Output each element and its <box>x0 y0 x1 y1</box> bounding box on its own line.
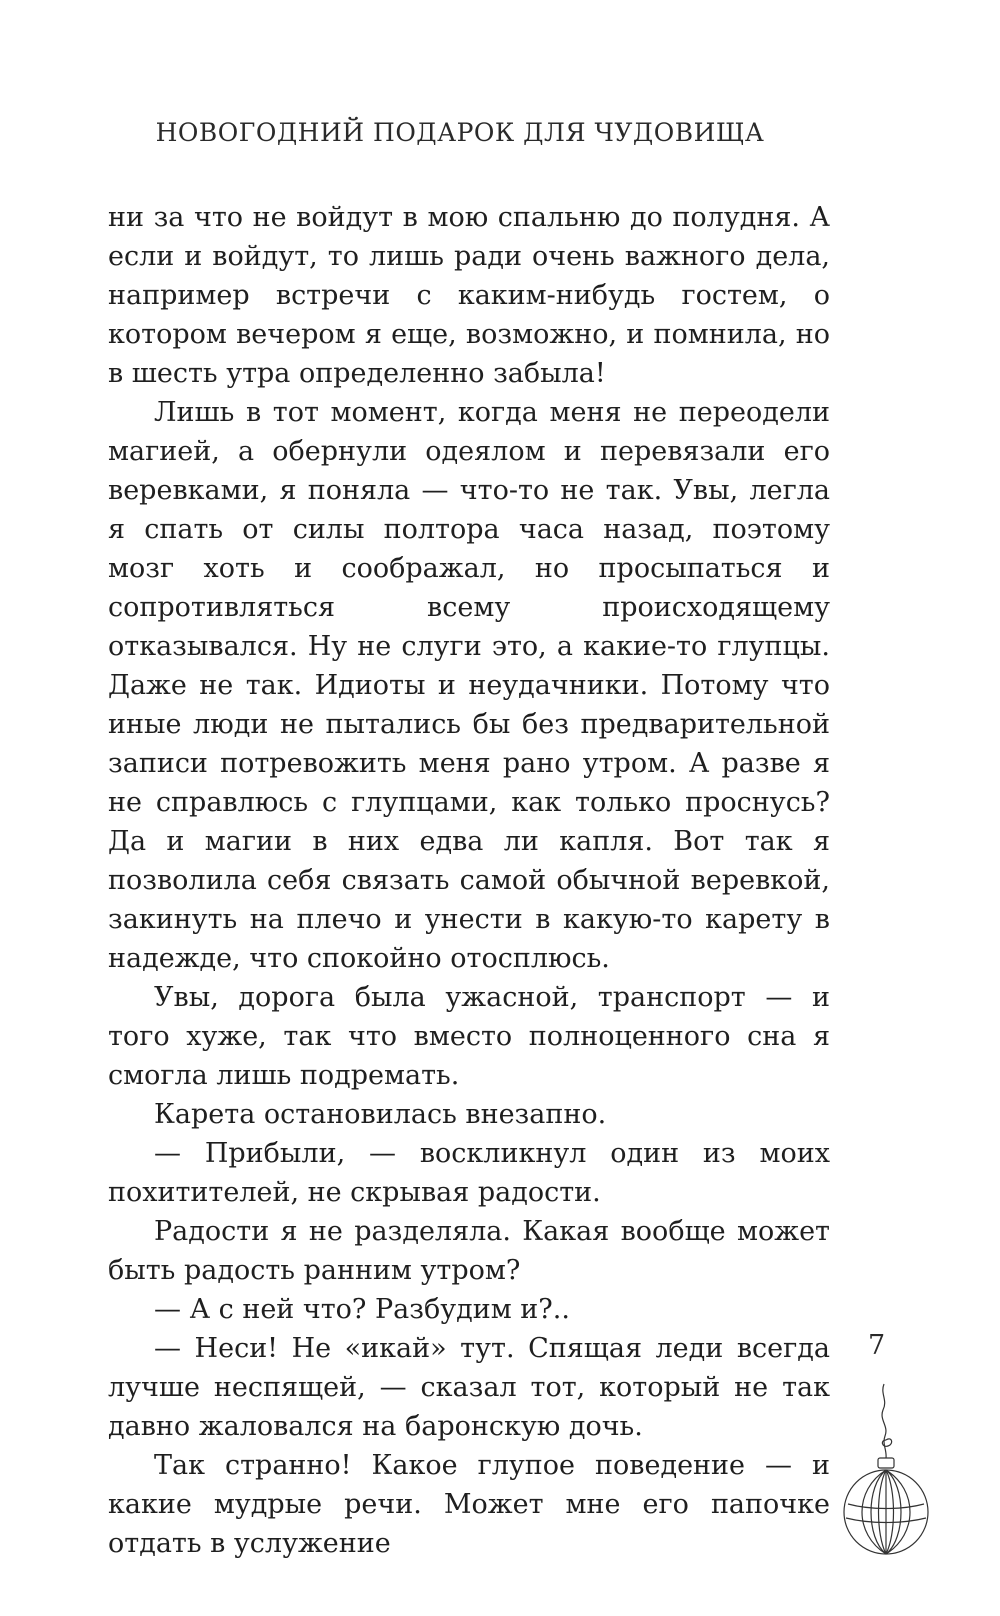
paragraph: — Прибыли, — воскликнул один из моих похитителей, не скрывая радости. <box>108 1138 830 1208</box>
paragraph: ни за что не войдут в мою спальню до полудня. А если и войдут, то лишь ради очень важного дела, например встречи с каким-нибудь гостем, о котором вечером я еще, возможно, и помнила, но в шесть утра определенно забыла! <box>108 202 830 389</box>
running-title: НОВОГОДНИЙ ПОДАРОК ДЛЯ ЧУДОВИЩА <box>155 118 765 147</box>
page-body <box>108 198 830 1563</box>
paragraph: — Неси! Не «икай» тут. Спящая леди всегда лучше неспящей, — сказал тот, который не так давно жаловался на баронскую дочь. <box>108 1333 830 1442</box>
paragraph: Карета остановилась внезапно. <box>154 1099 607 1130</box>
christmas-ornament-icon <box>840 1380 930 1556</box>
paragraph: Радости я не разделяла. Какая вообще может быть радость ранним утром? <box>108 1216 830 1286</box>
paragraph: Увы, дорога была ужасной, транспорт — и того хуже, так что вместо полноценного сна я смогла лишь подремать. <box>108 982 830 1091</box>
paragraph: Лишь в тот момент, когда меня не переодели магией, а обернули одеялом и перевязали его веревками, я поняла — что-то не так. Увы, легла я спать от силы полтора часа назад, поэтому мозг хоть и соображал, но просыпаться и сопротивляться всему происходящему отказывался. Ну не слуги это, а какие-то глупцы. Даже не так. Идиоты и неудачники. Потому что иные люди не пытались бы без предварительной записи потревожить меня рано утром. А разве я не справлюсь с глупцами, как только проснусь? Да и магии в них едва ли капля. Вот так я позволила себя связать самой обычной веревкой, закинуть на плечо и унести в какую-то карету в надежде, что спокойно отосплюсь. <box>108 397 830 974</box>
paragraph: — А с ней что? Разбудим и?.. <box>154 1294 570 1325</box>
paragraph: Так странно! Какое глупое поведение — и какие мудрые речи. Может мне его папочке отдать в услужение <box>108 1450 830 1559</box>
page-number: 7 <box>868 1330 886 1361</box>
